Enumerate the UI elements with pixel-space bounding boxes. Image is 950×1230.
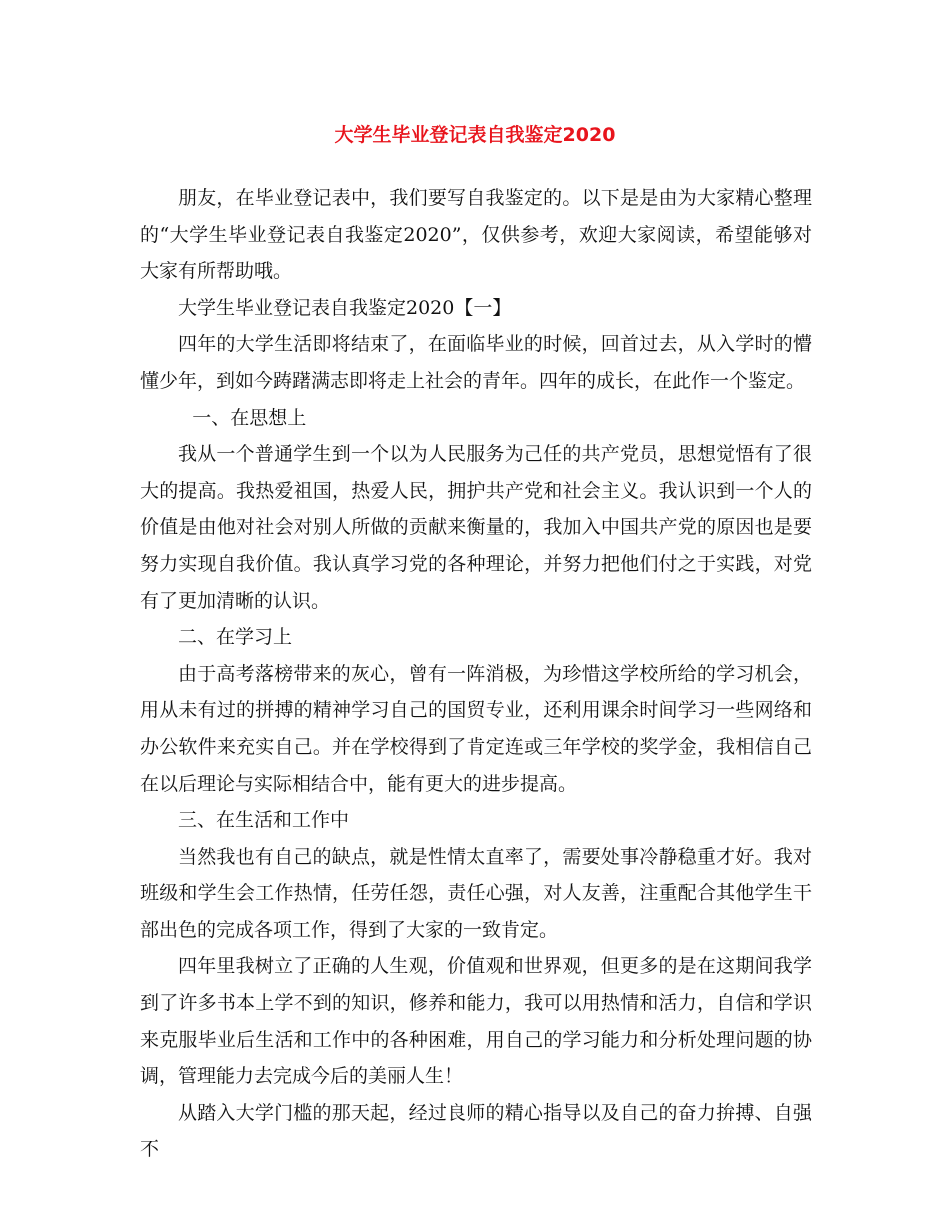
body-paragraph: 当然我也有自己的缺点，就是性情太直率了，需要处事冷静稳重才好。我对班级和学生会工作热情，任劳任怨，责任心强，对人友善，注重配合其他学生干部出色的完成各项工作，得到了大家的一致肯定。 (140, 845, 812, 941)
section-heading-life-work: 三、在生活和工作中 (178, 809, 350, 832)
document-title: 大学生毕业登记表自我鉴定2020 (334, 124, 616, 146)
section-heading-thought: 一、在思想上 (192, 406, 307, 429)
body-paragraph: 由于高考落榜带来的灰心，曾有一阵消极，为珍惜这学校所给的学习机会，用从未有过的拼搏的精神学习自己的国贸专业，还利用课余时间学习一些网络和办公软件来充实自己。并在学校得到了肯定连或三年学校的奖学金，我相信自己在以后理论与实际相结合中，能有更大的进步提高。 (140, 662, 812, 795)
part-heading: 大学生毕业登记表自我鉴定2020【一】 (178, 296, 512, 319)
body-paragraph: 四年里我树立了正确的人生观，价值观和世界观，但更多的是在这期间我学到了许多书本上学不到的知识，修养和能力，我可以用热情和活力，自信和学识来克服毕业后生活和工作中的各种困难，用自己的学习能力和分析处理问题的协调，管理能力去完成今后的美丽人生！ (140, 955, 812, 1088)
intro-paragraph: 朋友，在毕业登记表中，我们要写自我鉴定的。以下是是由为大家精心整理的“大学生毕业登记表自我鉴定2020”，仅供参考，欢迎大家阅读，希望能够对大家有所帮助哦。 (140, 187, 812, 283)
document-body (140, 180, 812, 1168)
section-heading-study: 二、在学习上 (178, 626, 293, 649)
body-paragraph: 从踏入大学门槛的那天起，经过良师的精心指导以及自己的奋力拚搏、自强不 (140, 1101, 812, 1161)
body-paragraph: 我从一个普通学生到一个以为人民服务为己任的共产党员，思想觉悟有了很大的提高。我热爱祖国，热爱人民，拥护共产党和社会主义。我认识到一个人的价值是由他对社会对别人所做的贡献来衡量的，我加入中国共产党的原因也是要努力实现自我价值。我认真学习党的各种理论，并努力把他们付之于实践，对党有了更加清晰的认识。 (140, 443, 812, 612)
body-paragraph: 四年的大学生活即将结束了，在面临毕业的时候，回首过去，从入学时的懵懂少年，到如今踌躇满志即将走上社会的青年。四年的成长，在此作一个鉴定。 (140, 333, 812, 392)
